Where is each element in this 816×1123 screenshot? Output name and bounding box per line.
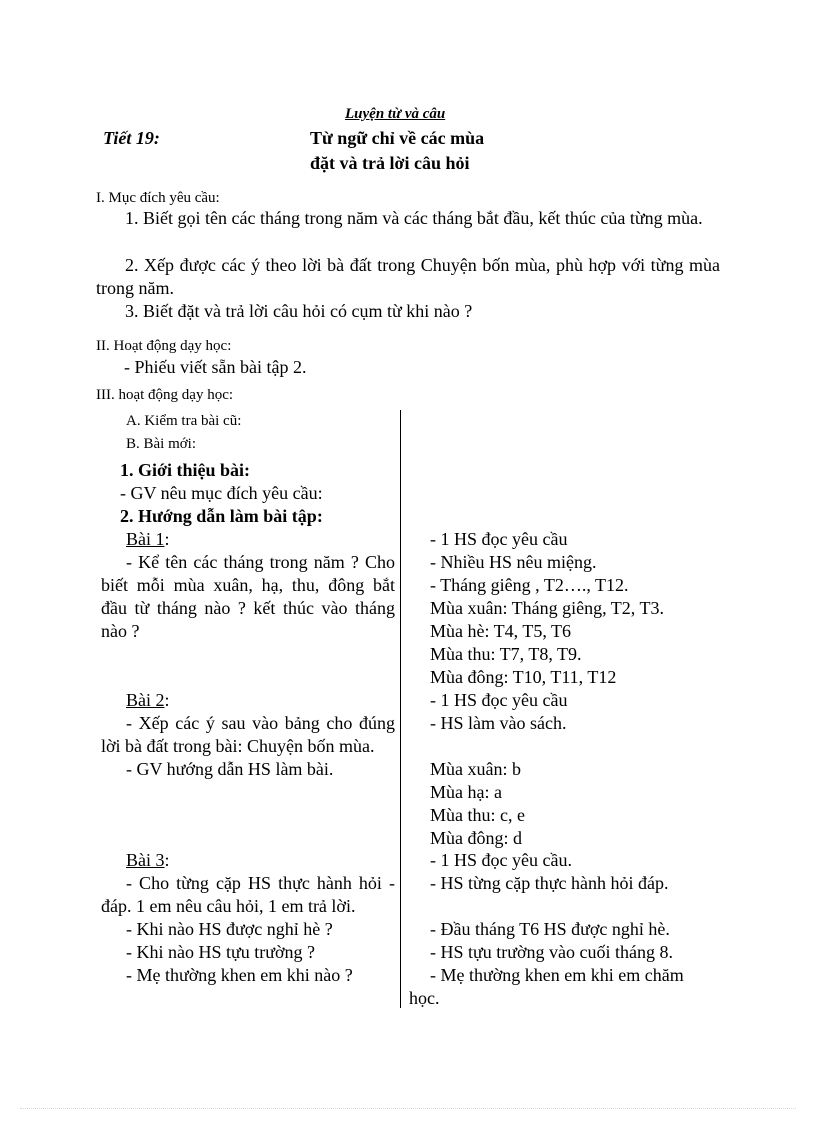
section3-heading: III. hoạt động dạy học: bbox=[96, 387, 234, 403]
exercise2-text2: - GV hướng dẫn HS làm bài. bbox=[126, 759, 334, 779]
exercise3-label: Bài 3: bbox=[126, 850, 170, 870]
lesson-title-line2: đặt và trả lời câu hỏi bbox=[310, 153, 470, 173]
answer-line: Mùa hạ: a bbox=[430, 782, 502, 802]
exercise3-text: - Cho từng cặp HS thực hành hỏi - đáp. 1 em nêu câu hỏi, 1 em trả lời. bbox=[101, 873, 395, 916]
answer-line: Mùa đông: T10, T11, T12 bbox=[430, 667, 617, 687]
exercise2-label: Bài 2: bbox=[126, 690, 170, 710]
answer-line: Mùa thu: T7, T8, T9. bbox=[430, 644, 582, 664]
answer-line: - HS từng cặp thực hành hỏi đáp. bbox=[430, 873, 669, 893]
answer-line: - 1 HS đọc yêu cầu bbox=[430, 690, 568, 710]
section2-item1: - Phiếu viết sẵn bài tập 2. bbox=[124, 357, 307, 377]
answer-line: Mùa đông: d bbox=[430, 828, 522, 848]
question2: - Khi nào HS tựu trường ? bbox=[126, 942, 316, 962]
section3-b: B. Bài mới: bbox=[126, 436, 197, 452]
answer-line: Mùa hè: T4, T5, T6 bbox=[430, 621, 571, 641]
section1-item1: 1. Biết gọi tên các tháng trong năm và các tháng bắt đầu, kết thúc của từng mùa. bbox=[125, 208, 703, 228]
answer-line: - Mẹ thường khen em khi em chăm bbox=[430, 965, 684, 985]
answer-line: Mùa xuân: Tháng giêng, T2, T3. bbox=[430, 598, 664, 618]
part1-text: - GV nêu mục đích yêu cầu: bbox=[120, 483, 323, 503]
page-bottom-rule bbox=[20, 1108, 796, 1109]
part1-title: 1. Giới thiệu bài: bbox=[120, 460, 250, 480]
section1-item3: 3. Biết đặt và trả lời câu hỏi có cụm từ khi nào ? bbox=[125, 301, 473, 321]
answer-line: - Nhiều HS nêu miệng. bbox=[430, 552, 597, 572]
column-divider bbox=[400, 410, 401, 1008]
answer-line-wrap: học. bbox=[409, 988, 440, 1008]
subject-title: Luyện từ và câu bbox=[345, 106, 446, 122]
lesson-number: Tiết 19: bbox=[103, 128, 160, 148]
answer-line: - HS làm vào sách. bbox=[430, 713, 567, 733]
part2-title: 2. Hướng dẫn làm bài tập: bbox=[120, 506, 323, 526]
section1-heading: I. Mục đích yêu cầu: bbox=[96, 190, 220, 206]
answer-line: - 1 HS đọc yêu cầu bbox=[430, 529, 568, 549]
section1-item2: 2. Xếp được các ý theo lời bà đất trong Chuyện bốn mùa, phù hợp với từng mùa trong năm. bbox=[96, 255, 720, 298]
exercise1-text: - Kể tên các tháng trong năm ? Cho biết mỗi mùa xuân, hạ, thu, đông bắt đầu từ tháng nào ? kết thúc vào tháng nào ? bbox=[101, 552, 395, 641]
lesson-title-line1: Từ ngữ chỉ về các mùa bbox=[310, 128, 485, 148]
section2-heading: II. Hoạt động dạy học: bbox=[96, 338, 232, 354]
exercise2-text: - Xếp các ý sau vào bảng cho đúng lời bà đất trong bài: Chuyện bốn mùa. bbox=[101, 713, 395, 756]
answer-line: - Đầu tháng T6 HS được nghỉ hè. bbox=[430, 919, 670, 939]
exercise1-label: Bài 1: bbox=[126, 529, 170, 549]
answer-line: Mùa thu: c, e bbox=[430, 805, 525, 825]
answer-line: - 1 HS đọc yêu cầu. bbox=[430, 850, 572, 870]
section3-a: A. Kiểm tra bài cũ: bbox=[126, 413, 242, 429]
answer-line: Mùa xuân: b bbox=[430, 759, 521, 779]
question1: - Khi nào HS được nghỉ hè ? bbox=[126, 919, 333, 939]
answer-line: - HS tựu trường vào cuối tháng 8. bbox=[430, 942, 673, 962]
answer-line: - Tháng giêng , T2…., T12. bbox=[430, 575, 629, 595]
question3: - Mẹ thường khen em khi nào ? bbox=[126, 965, 353, 985]
